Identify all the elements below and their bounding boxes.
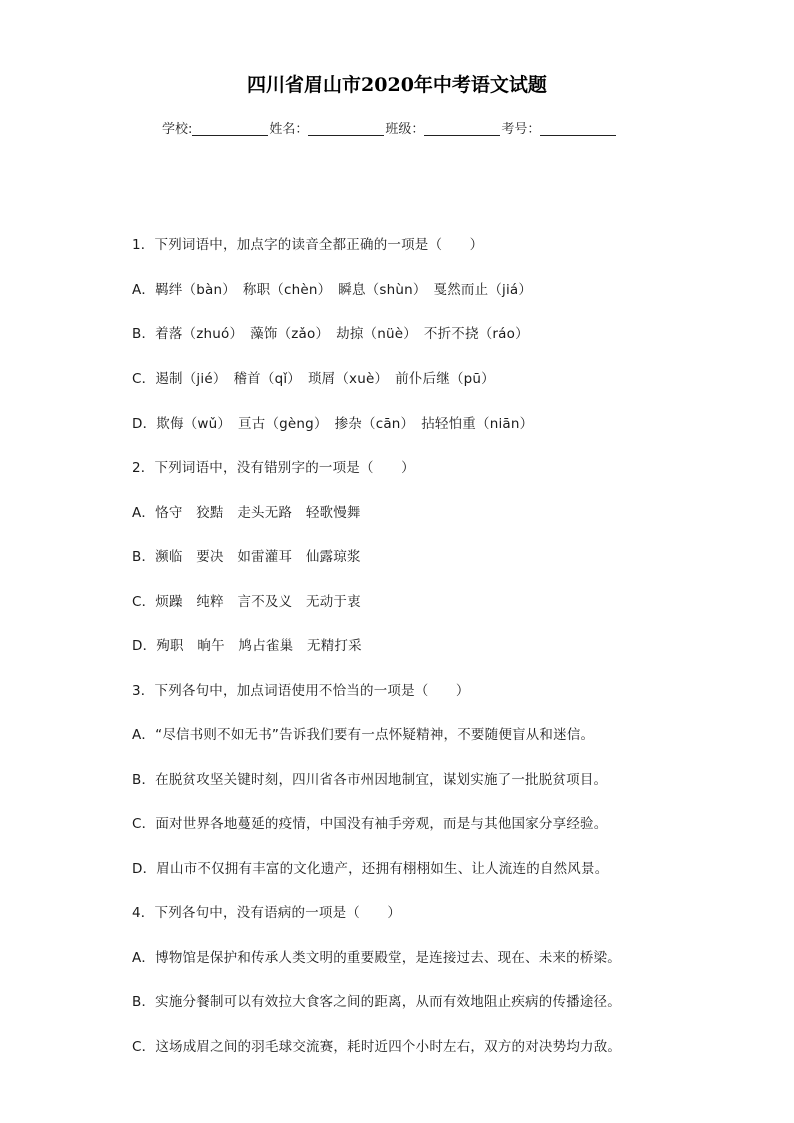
question-4-option-a: A．博物馆是保护和传承人类文明的重要殿堂，是连接过去、现在、未来的桥梁。 xyxy=(132,950,621,966)
exam-number-label: 考号： xyxy=(501,122,541,137)
question-4-stem: 4．下列各句中，没有语病的一项是（ ） xyxy=(132,905,402,921)
question-2-option-d: D．殉职 晌午 鸠占雀巢 无精打采 xyxy=(132,638,362,654)
question-2-option-b: B．濒临 要决 如雷灌耳 仙露琼浆 xyxy=(132,549,361,565)
question-4-option-c: C．这场成眉之间的羽毛球交流赛，耗时近四个小时左右，双方的对决势均力敌。 xyxy=(132,1039,622,1055)
name-blank[interactable] xyxy=(308,121,384,136)
question-3-option-d: D．眉山市不仅拥有丰富的文化遗产，还拥有栩栩如生、让人流连的自然风景。 xyxy=(132,861,609,877)
question-2-stem: 2．下列词语中，没有错别字的一项是（ ） xyxy=(132,460,415,476)
question-3-option-a: A．“尽信书则不如无书”告诉我们要有一点怀疑精神，不要随便盲从和迷信。 xyxy=(132,727,595,743)
question-1-option-a: A．羁绊（bàn） 称职（chèn） 瞬息（shùn） 戛然而止（jiá） xyxy=(132,282,533,298)
name-label: 姓名： xyxy=(269,122,309,137)
exam-number-blank[interactable] xyxy=(540,121,616,136)
page-title: 四川省眉山市2020年中考语文试题 xyxy=(247,74,547,96)
class-blank[interactable] xyxy=(424,121,500,136)
question-1-option-c: C．遏制（jié） 稽首（qǐ） 琐屑（xuè） 前仆后继（pū） xyxy=(132,371,495,387)
question-3-option-b: B．在脱贫攻坚关键时刻，四川省各市州因地制宜，谋划实施了一批脱贫项目。 xyxy=(132,772,608,788)
question-1-option-d: D．欺侮（wǔ） 亘古（gèng） 掺杂（cān） 拈轻怕重（niān） xyxy=(132,416,534,432)
question-1-stem: 1．下列词语中，加点字的读音全都正确的一项是（ ） xyxy=(132,237,484,253)
question-3-option-c: C．面对世界各地蔓延的疫情，中国没有袖手旁观，而是与其他国家分享经验。 xyxy=(132,816,608,832)
question-2-option-c: C．烦躁 纯粹 言不及义 无动于衷 xyxy=(132,594,361,610)
school-blank[interactable] xyxy=(192,121,268,136)
student-info-row xyxy=(162,118,617,137)
school-label: 学校: xyxy=(162,122,193,137)
question-3-stem: 3．下列各句中，加点词语使用不恰当的一项是（ ） xyxy=(132,683,470,699)
question-1-option-b: B．着落（zhuó） 藻饰（zǎo） 劫掠（nüè） 不折不挠（ráo） xyxy=(132,326,529,342)
question-2-option-a: A．恪守 狡黠 走头无路 轻歌慢舞 xyxy=(132,505,361,521)
class-label: 班级： xyxy=(385,122,425,137)
question-4-option-b: B．实施分餐制可以有效拉大食客之间的距离，从而有效地阻止疾病的传播途径。 xyxy=(132,994,621,1010)
